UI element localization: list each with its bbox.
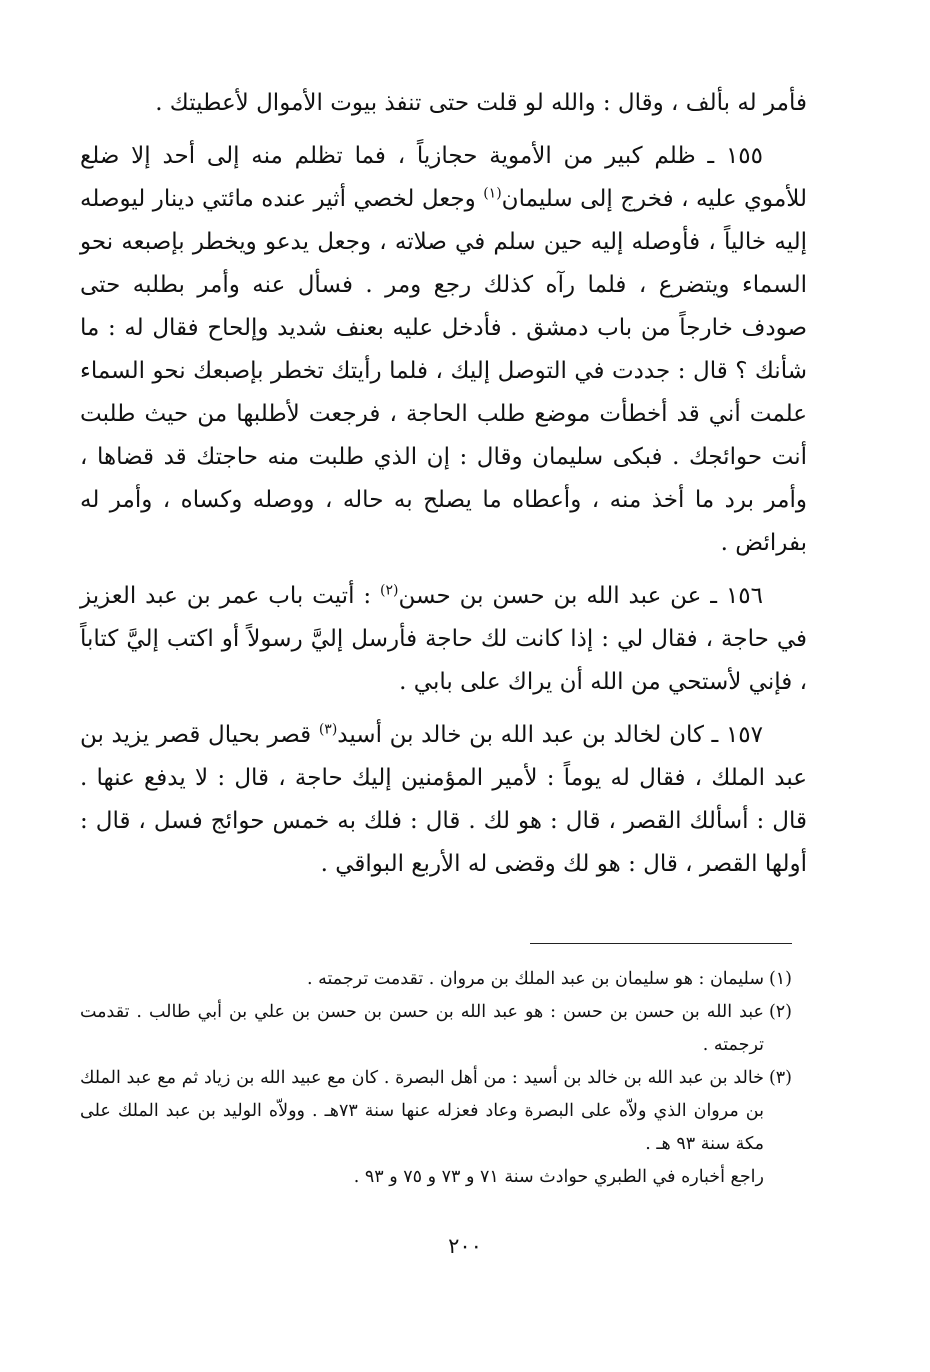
footnote-divider bbox=[530, 943, 792, 944]
footnote-3 bbox=[80, 1062, 792, 1161]
footnote-3-reference: راجع أخباره في الطبري حوادث سنة ٧١ و ٧٣ و ٧٥ و ٩٣ . bbox=[353, 1167, 764, 1187]
entry-157-text-rest: قصر بحيال قصر يزيد بن عبد الملك ، فقال له يوماً : لأمير المؤمنين إليك حاجة ، قال : لا يدفع عنها . قال : أسألك القصر ، قال : هو لك . قال : فلك به خمس حوائج فسل ، قال : أولها القصر ، قال : هو لك وقضى له الأربع البواقي . bbox=[80, 722, 807, 877]
page-number: ٢٠٠ bbox=[448, 1234, 482, 1258]
footnote-number: (١) bbox=[768, 969, 792, 989]
footnote-number: (٣) bbox=[768, 1068, 792, 1088]
entry-156 bbox=[80, 575, 807, 704]
footnote-text: خالد بن عبد الله بن خالد بن أسيد : من أهل البصرة . كان مع عبيد الله بن زياد ثم مع عبد الملك بن مروان الذي ولاّه على البصرة وعاد فعزله عنها سنة ٧٣هـ . وولاّه الوليد بن عبد الملك على مكة سنة ٩٣ هـ . bbox=[80, 1068, 765, 1154]
footnote-ref-1[interactable]: (١) bbox=[483, 185, 502, 202]
footnote-ref-2[interactable]: (٢) bbox=[379, 582, 399, 599]
footnote-number: (٢) bbox=[768, 1002, 792, 1022]
footnote-text: سليمان : هو سليمان بن عبد الملك بن مروان . تقدمت ترجمته . bbox=[306, 969, 764, 989]
entry-155 bbox=[80, 135, 807, 565]
footnote-2 bbox=[80, 996, 792, 1062]
entry-157-text-start: ١٥٧ ـ كان لخالد بن عبد الله بن خالد بن أسيد bbox=[337, 722, 763, 748]
footnote-1 bbox=[80, 963, 792, 996]
footnotes-section bbox=[80, 963, 792, 1194]
footnote-ref-3[interactable]: (٣) bbox=[318, 721, 338, 738]
entry-156-text-start: ١٥٦ ـ عن عبد الله بن حسن بن حسن bbox=[398, 583, 763, 609]
entry-155-text-start: ١٥٥ ـ ظلم كبير من الأموية حجازياً ، فما تظلم منه إلى أحد إلا ضلع للأموي عليه ، فخرج إلى سليمان bbox=[80, 143, 807, 212]
paragraph-continuation: فأمر له بألف ، وقال : والله لو قلت حتى تنفذ بيوت الأموال لأعطيتك . bbox=[155, 90, 807, 116]
entry-155-text-rest: وجعل لخصي أثير عنده مائتي دينار ليوصله إليه خالياً ، فأوصله إليه حين سلم في صلاته ، وجعل يدعو ويخطر بإصبعه نحو السماء ويتضرع ، فلما رآه كذلك رجع ومر . فسأل عنه وأمر بطلبه حتى صودف خارجاً من باب دمشق . فأدخل عليه بعنف شديد وإلحاح فقال له : ما شأنك ؟ قال : جددت في التوصل إليك ، فلما رأيتك تخطر بإصبعك نحو السماء علمت أني قد أخطأت موضع طلب الحاجة ، فرجعت لأطلبها من حيث طلبت أنت حوائجك . فبكى سليمان وقال : إن الذي طلبت منه حاجتك قد قضاها ، وأمر برد ما أخذ منه ، وأعطاه ما يصلح به حاله ، ووصله وكساه ، وأمر له بفرائض . bbox=[80, 186, 807, 556]
footnote-text: عبد الله بن حسن بن حسن : هو عبد الله بن حسن بن حسن بن علي بن أبي طالب . تقدمت ترجمته . bbox=[80, 1002, 764, 1055]
entry-157 bbox=[80, 714, 807, 886]
main-text bbox=[80, 82, 807, 886]
entry-156-text-rest: : أتيت باب عمر بن عبد العزيز في حاجة ، فقال لي : إذا كانت لك حاجة فأرسل إليَّ رسولاً أو اكتب إليَّ كتاباً ، فإني لأستحي من الله أن يراك على بابي . bbox=[80, 583, 807, 695]
